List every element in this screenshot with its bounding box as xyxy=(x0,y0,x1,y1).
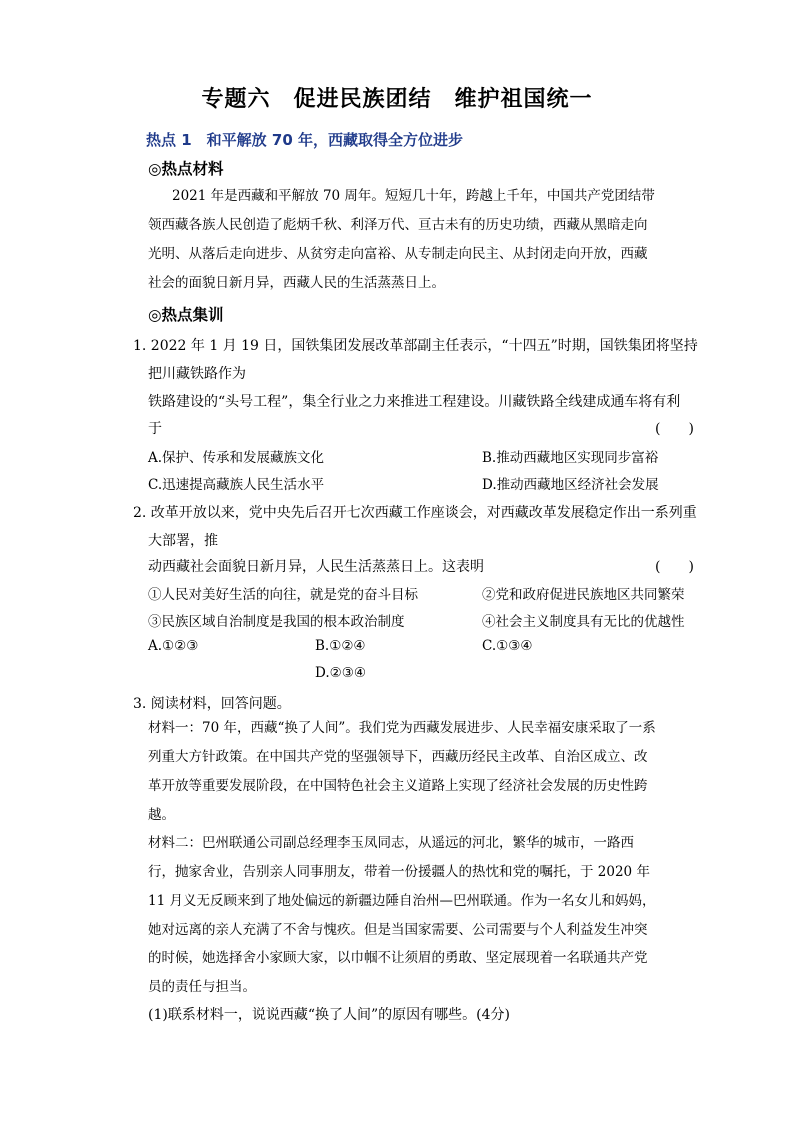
q3-material1-line: 材料一：70 年，西藏“换了人间”。我们党为西藏发展进步、人民幸福安康采取了一系 xyxy=(148,720,656,736)
q3-material1-line: 越。 xyxy=(148,807,175,823)
q2-line: 2. 改革开放以来，党中央先后召开七次西藏工作座谈会，对西藏改革发展稳定作出一系列重 xyxy=(133,505,697,521)
q1-option-c: C.迅速提高藏族人民生活水平 xyxy=(148,477,325,493)
material-line: 2021 年是西藏和平解放 70 周年。短短几十年，跨越上千年，中国共产党团结带 xyxy=(172,188,655,204)
q3-material2-line: 行，抛家舍业，告别亲人同事朋友，带着一份援疆人的热忱和党的嘱托，于 2020 年 xyxy=(148,864,650,880)
q3-subquestion-1: (1)联系材料一，说说西藏“换了人间”的原因有哪些。(4分) xyxy=(148,1007,510,1023)
q3-material2-line: 她对远离的亲人充满了不舍与愧疚。但是当国家需要、公司需要与个人利益发生冲突 xyxy=(148,922,648,938)
q2-statement-3: ③民族区域自治制度是我国的根本政治制度 xyxy=(148,614,405,630)
material-line: 领西藏各族人民创造了彪炳千秋、利泽万代、亘古未有的历史功绩，西藏从黑暗走向 xyxy=(148,217,648,233)
q1-option-d: D.推动西藏地区经济社会发展 xyxy=(482,477,659,493)
material-line: 社会的面貌日新月异，西藏人民的生活蒸蒸日上。 xyxy=(148,275,445,291)
q3-intro: 3. 阅读材料，回答问题。 xyxy=(133,696,291,712)
q2-statement-4: ④社会主义制度具有无比的优越性 xyxy=(482,614,685,630)
material-line: 光明、从落后走向进步、从贫穷走向富裕、从专制走向民主、从封闭走向开放，西藏 xyxy=(148,246,648,262)
q2-option-b: B.①②④ xyxy=(315,638,366,654)
q3-material2-line: 11 月义无反顾来到了地处偏远的新疆边陲自治州—巴州联通。作为一名女儿和妈妈， xyxy=(148,893,656,909)
q1-option-a: A.保护、传承和发展藏族文化 xyxy=(148,450,325,466)
q2-option-a: A.①②③ xyxy=(148,638,199,654)
q3-material2-line: 员的责任与担当。 xyxy=(148,979,256,995)
q2-line: 大部署，推 xyxy=(148,533,218,549)
q3-material1-line: 革开放等重要发展阶段，在中国特色社会主义道路上实现了经济社会发展的历史性跨 xyxy=(148,778,648,794)
q3-material2-line: 材料二：巴州联通公司副总经理李玉凤同志，从遥远的河北，繁华的城市，一路西 xyxy=(148,835,634,851)
section-material-heading: ◎热点材料 xyxy=(148,160,224,178)
q2-option-c: C.①③④ xyxy=(482,638,533,654)
section-training-heading: ◎热点集训 xyxy=(148,306,224,324)
q1-line: 1. 2022 年 1 月 19 日，国铁集团发展改革部副主任表示，“十四五”时期，国铁集团将坚持 xyxy=(133,338,698,354)
q1-line: 于 xyxy=(148,421,162,437)
q2-option-d: D.②③④ xyxy=(315,665,366,681)
q1-line: 铁路建设的“头号工程”，集全行业之力来推进工程建设。川藏铁路全线建成通车将有利 xyxy=(148,394,681,410)
q1-line: 把川藏铁路作为 xyxy=(148,366,246,382)
q2-line: 动西藏社会面貌日新月异，人民生活蒸蒸日上。这表明 xyxy=(148,559,484,575)
hotspot-heading: 热点 1 和平解放 70 年，西藏取得全方位进步 xyxy=(146,131,463,149)
q3-material2-line: 的时候，她选择舍小家顾大家，以巾帼不让须眉的勇敢、坚定展现着一名联通共产党 xyxy=(148,950,648,966)
q1-option-b: B.推动西藏地区实现同步富裕 xyxy=(482,450,659,466)
q3-material1-line: 列重大方针政策。在中国共产党的坚强领导下，西藏历经民主改革、自治区成立、改 xyxy=(148,749,648,765)
page-title: 专题六 促进民族团结 维护祖国统一 xyxy=(201,87,593,112)
q2-answer-bracket: ( ) xyxy=(655,559,694,575)
q2-statement-2: ②党和政府促进民族地区共同繁荣 xyxy=(482,587,685,603)
q1-answer-bracket: ( ) xyxy=(655,421,694,437)
q2-statement-1: ①人民对美好生活的向往，就是党的奋斗目标 xyxy=(148,587,418,603)
